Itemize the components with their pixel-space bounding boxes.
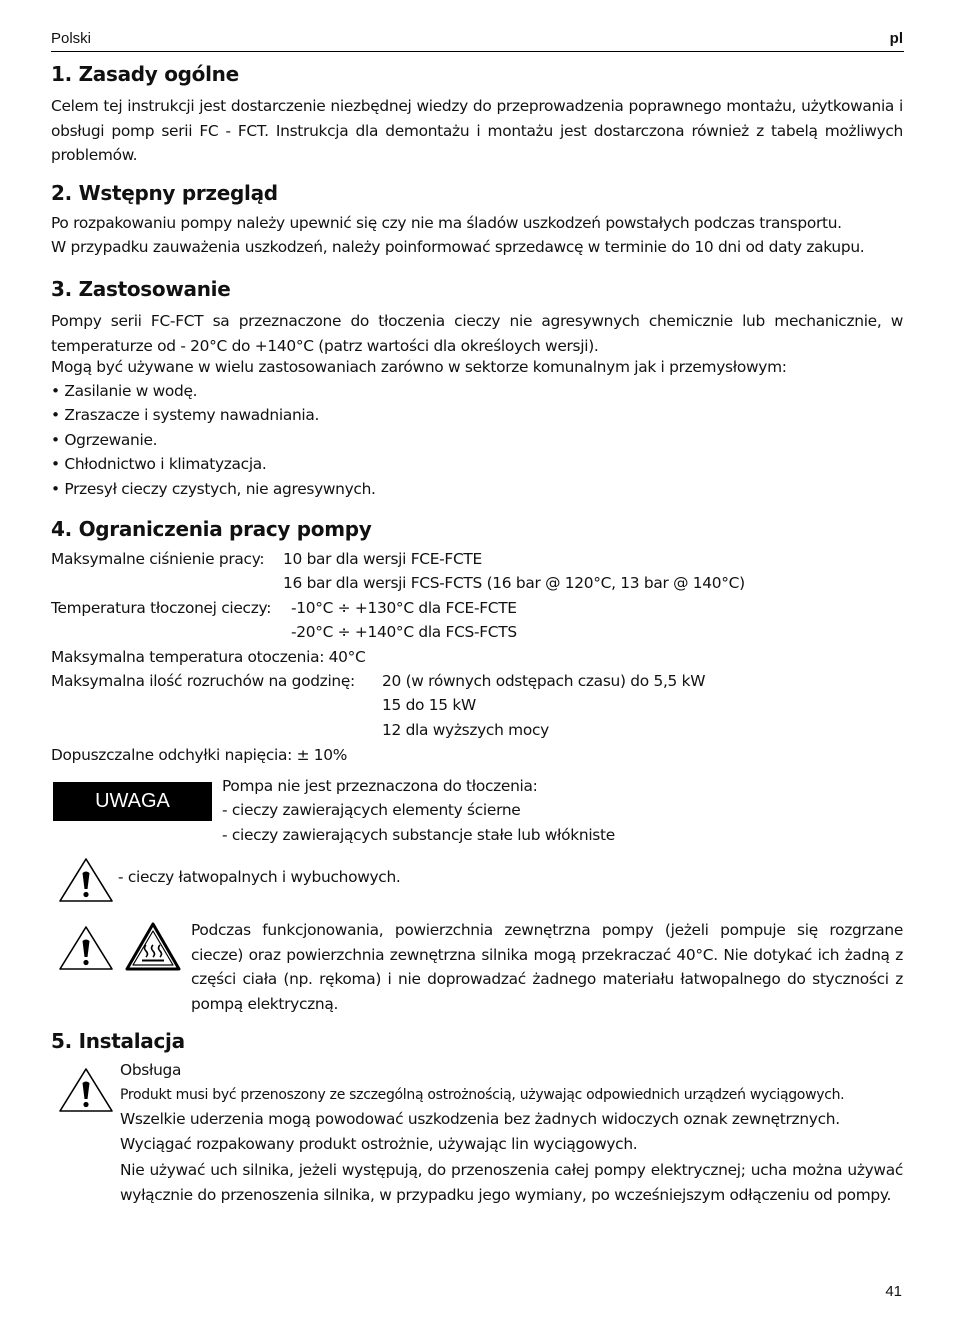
bullet-item: • Chłodnictwo i klimatyzacja. <box>51 455 267 473</box>
handling-line-2: Wszelkie uderzenia mogą powodować uszkodzenia bez żadnych widoczych oznak zewnętrznych. <box>120 1110 840 1128</box>
hot-surface-icon <box>124 921 182 973</box>
warning-line-3: - cieczy zawierających substancje stałe lub włókniste <box>222 826 615 844</box>
section-4-title: 4. Ograniczenia pracy pompy <box>51 517 372 541</box>
starts-label: Maksymalna ilość rozruchów na godzinę: <box>51 672 355 690</box>
section-3-text: Pompy serii FC-FCT sa przeznaczone do tłoczenia cieczy nie agresywnych chemicznie lub mechanicznie, w temperaturze od - 20°C do +140°C (patrz wartości dla określoych wersji). <box>51 312 903 355</box>
section-1-title: 1. Zasady ogólne <box>51 62 239 86</box>
voltage-tolerance: Dopuszczalne odchyłki napięcia: ± 10% <box>51 746 348 764</box>
warning-line-1: Pompa nie jest przeznaczona do tłoczenia: <box>222 777 538 795</box>
section-2-title: 2. Wstępny przegląd <box>51 181 278 205</box>
bullet-item: • Ogrzewanie. <box>51 431 158 449</box>
bullet-item: • Zasilanie w wodę. <box>51 382 198 400</box>
section-3-intro: Mogą być używane w wielu zastosowaniach zarówno w sektorze komunalnym jak i przemysłowym: <box>51 358 787 376</box>
handling-subtitle: Obsługa <box>120 1061 182 1079</box>
section-3-title: 3. Zastosowanie <box>51 277 231 301</box>
starts-value-2: 15 do 15 kW <box>382 696 476 714</box>
ambient-temperature: Maksymalna temperatura otoczenia: 40°C <box>51 648 366 666</box>
starts-value-3: 12 dla wyższych mocy <box>382 721 549 739</box>
temperature-label: Temperatura tłoczonej cieczy: <box>51 599 272 617</box>
warning-badge: UWAGA <box>53 782 212 821</box>
pressure-value-1: 10 bar dla wersji FCE-FCTE <box>283 550 482 568</box>
temperature-value-2: -20°C ÷ +140°C dla FCS-FCTS <box>291 623 517 641</box>
warning-line-2: - cieczy zawierających elementy ścierne <box>222 801 521 819</box>
pressure-label: Maksymalne ciśnienie pracy: <box>51 550 265 568</box>
handling-line-3: Wyciągać rozpakowany produkt ostrożnie, używając lin wyciągowych. <box>120 1135 638 1153</box>
hot-surface-warning: Podczas funkcjonowania, powierzchnia zewnętrzna pompy (jeżeli pompuje się rozgrzane ciecze) oraz powierzchnia zewnętrzna silnika mogą przekraczać 40°C. Nie dotykać ich żadną z części ciała (np. rękoma) i nie doprowadzać żadnego materiału łatwopalnego do styczności z pompą elektryczną. <box>191 921 903 1013</box>
header-lang-code: pl <box>889 30 903 47</box>
header-language: Polski <box>51 30 92 47</box>
warning-triangle-icon <box>57 856 115 904</box>
warning-triangle-icon <box>57 924 115 972</box>
header-rule <box>51 51 904 52</box>
page-number: 41 <box>885 1283 902 1300</box>
pressure-value-2: 16 bar dla wersji FCS-FCTS (16 bar @ 120°C, 13 bar @ 140°C) <box>283 574 745 592</box>
starts-value-1: 20 (w równych odstępach czasu) do 5,5 kW <box>382 672 706 690</box>
bullet-item: • Zraszacze i systemy nawadniania. <box>51 406 320 424</box>
warning-triangle-icon <box>57 1066 115 1114</box>
handling-line-1: Produkt musi być przenoszony ze szczególną ostrożnością, używając odpowiednich urządzeń wyciągowych. <box>120 1087 845 1103</box>
handling-line-4: Nie używać uch silnika, jeżeli występują, do przenoszenia całej pompy elektrycznej; ucha można używać wyłącznie do przenoszenia silnika, w przypadku jego wymiany, po wcześniejszym odłączeniu od pompy. <box>120 1161 903 1204</box>
section-2-line-1: Po rozpakowaniu pompy należy upewnić się czy nie ma śladów uszkodzeń powstałych podczas transportu. <box>51 214 842 232</box>
bullet-item: • Przesył cieczy czystych, nie agresywnych. <box>51 480 376 498</box>
temperature-value-1: -10°C ÷ +130°C dla FCE-FCTE <box>291 599 517 617</box>
flammable-warning: - cieczy łatwopalnych i wybuchowych. <box>118 868 401 886</box>
section-1-text: Celem tej instrukcji jest dostarczenie niezbędnej wiedzy do przeprowadzenia poprawnego montażu, użytkowania i obsługi pomp serii FC - FCT. Instrukcja dla demontażu i montażu jest dostarczona również z tabelą możliwych problemów. <box>51 97 903 164</box>
section-5-title: 5. Instalacja <box>51 1029 185 1053</box>
section-2-line-2: W przypadku zauważenia uszkodzeń, należy poinformować sprzedawcę w terminie do 10 dni od daty zakupu. <box>51 238 865 256</box>
